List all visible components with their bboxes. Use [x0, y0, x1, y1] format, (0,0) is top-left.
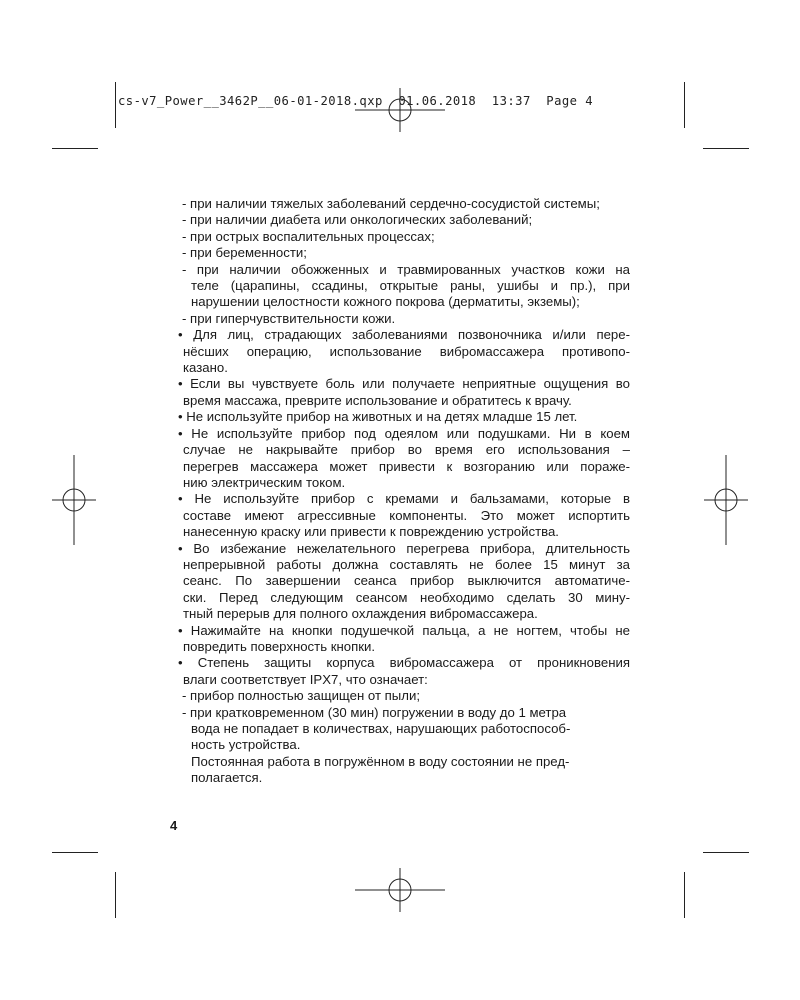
instructions-text	[178, 196, 630, 787]
crop-mark-top-right-vertical	[684, 82, 685, 128]
text-line: • Не используйте прибор с кремами и бальзамами, которые в	[178, 491, 630, 507]
text-line: непрерывной работы должна составлять не более 15 минут за	[183, 556, 630, 572]
text-line: - при наличии обожженных и травмированных участков кожи на	[182, 261, 630, 277]
crop-mark-top-right-horizontal	[703, 148, 749, 149]
text-line: - при гиперчувствительности кожи.	[182, 310, 396, 326]
text-line: составе имеют агрессивные компоненты. Это может испортить	[183, 507, 630, 523]
text-line: тный перерыв для полного охлаждения вибромассажера.	[183, 606, 538, 622]
registration-mark-left-icon	[52, 455, 96, 545]
text-line: вода не попадает в количествах, нарушающих работоспособ-	[191, 721, 571, 736]
text-line: - при беременности;	[182, 245, 307, 261]
text-line: • Степень защиты корпуса вибромассажера от проникновения	[178, 655, 630, 671]
crop-mark-top-left-vertical	[115, 82, 116, 128]
text-line: влаги соответствует IPX7, что означает:	[183, 671, 428, 687]
text-line: сеанс. По завершении сеанса прибор выключится автоматиче-	[183, 573, 630, 589]
text-line: - при наличии тяжелых заболеваний сердечно-сосудистой системы;	[182, 196, 600, 211]
text-line: нанесенную краску или привести к повреждению устройства.	[183, 524, 559, 540]
text-line: время массажа, преврите использование и обратитесь к врачу.	[183, 392, 572, 408]
text-line: полагается.	[191, 770, 263, 786]
crop-mark-bottom-left-horizontal	[52, 852, 98, 853]
text-line: ски. Перед следующим сеансом необходимо сделать 30 мину-	[183, 589, 630, 605]
text-line: - при наличии диабета или онкологических заболеваний;	[182, 212, 533, 228]
text-line: ность устройства.	[191, 737, 301, 753]
text-line: • Не используйте прибор на животных и на детях младше 15 лет.	[178, 409, 578, 425]
text-line: - при острых воспалительных процессах;	[182, 228, 435, 244]
text-line: • Если вы чувствуете боль или получаете неприятные ощущения во	[178, 376, 630, 392]
page-number: 4	[170, 818, 178, 833]
crop-mark-top-left-horizontal	[52, 148, 98, 149]
text-line: - при кратковременном (30 мин) погружении в воду до 1 метра	[182, 704, 567, 720]
text-line: повредить поверхность кнопки.	[183, 638, 376, 654]
text-line: Постоянная работа в погружённом в воду состоянии не пред-	[191, 753, 570, 769]
registration-mark-bottom-icon	[355, 868, 445, 912]
registration-mark-right-icon	[704, 455, 748, 545]
print-slug: cs-v7_Power__3462P__06-01-2018.qxp 01.06.2018 13:37 Page 4	[118, 94, 594, 108]
text-line: нарушении целостности кожного покрова (дерматиты, экземы);	[191, 294, 580, 310]
text-line: случае не накрывайте прибор во время его использования –	[183, 442, 630, 458]
text-line: • Не используйте прибор под одеялом или подушками. Ни в коем	[178, 425, 630, 441]
crop-mark-bottom-right-vertical	[684, 872, 685, 918]
crop-mark-bottom-left-vertical	[115, 872, 116, 918]
text-line: казано.	[183, 360, 228, 376]
text-line: перегрев массажера может привести к возгоранию или пораже-	[183, 458, 630, 474]
text-line: • Во избежание нежелательного перегрева прибора, длительность	[178, 540, 630, 556]
registration-mark-top-icon	[355, 88, 445, 132]
crop-mark-bottom-right-horizontal	[703, 852, 749, 853]
text-line: • Нажимайте на кнопки подушечкой пальца, а не ногтем, чтобы не	[178, 622, 630, 638]
text-line: нёсших операцию, использование вибромассажера противопо-	[183, 343, 630, 359]
text-line: теле (царапины, ссадины, открытые раны, ушибы и пр.), при	[191, 278, 630, 294]
text-line: - прибор полностью защищен от пыли;	[182, 688, 421, 704]
text-line: • Для лиц, страдающих заболеваниями позвоночника и/или пере-	[178, 327, 630, 343]
text-line: нию электрическим током.	[183, 474, 346, 490]
